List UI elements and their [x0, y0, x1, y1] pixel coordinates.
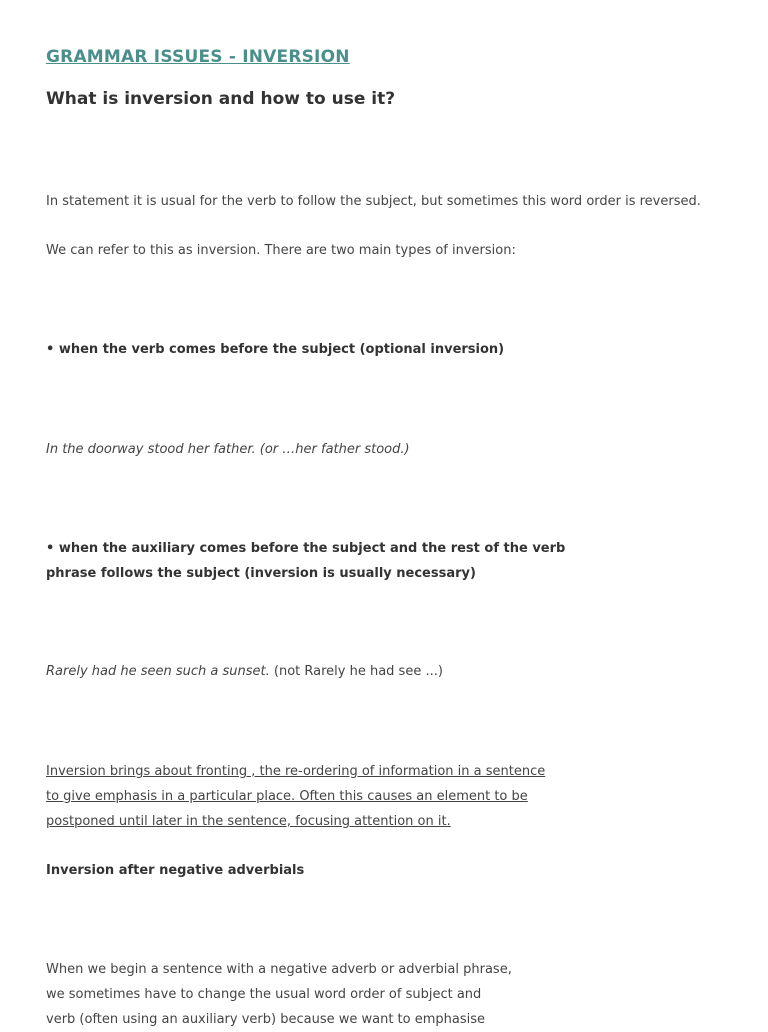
fronting-line-1: Inversion brings about fronting , the re-ordering of information in a sentence [46, 764, 546, 779]
example-optional-inversion: In the doorway stood her father. (or …her father stood.) [46, 442, 410, 457]
bullet-necessary-line-2: phrase follows the subject (inversion is usually necessary) [46, 566, 476, 581]
fronting-paragraph [46, 759, 545, 834]
example-note: (not Rarely he had see ...) [269, 664, 443, 679]
intro-paragraph-1: In statement it is usual for the verb to follow the subject, but sometimes this word order is reversed. [46, 194, 701, 209]
fronting-line-2: to give emphasis in a particular place. Often this causes an element to be [46, 789, 528, 804]
document-title: GRAMMAR ISSUES - INVERSION [46, 47, 350, 67]
bullet-optional-inversion: • when the verb comes before the subject (optional inversion) [46, 342, 505, 357]
negative-line-2: we sometimes have to change the usual word order of subject and [46, 987, 482, 1002]
negative-line-3: verb (often using an auxiliary verb) because we want to emphasise [46, 1012, 486, 1027]
section-heading-negative-adverbials: Inversion after negative adverbials [46, 863, 305, 878]
bullet-necessary-inversion [46, 536, 565, 586]
example-necessary-inversion [46, 659, 443, 684]
intro-paragraph-2: We can refer to this as inversion. There are two main types of inversion: [46, 243, 516, 258]
fronting-line-3: postponed until later in the sentence, focusing attention on it. [46, 814, 451, 829]
negative-line-1: When we begin a sentence with a negative adverb or adverbial phrase, [46, 962, 512, 977]
document-subtitle: What is inversion and how to use it? [46, 89, 396, 109]
example-sentence: Rarely had he seen such a sunset. [46, 664, 270, 679]
bullet-necessary-line-1: • when the auxiliary comes before the subject and the rest of the verb [46, 541, 566, 556]
negative-adverbials-paragraph [46, 957, 512, 1032]
